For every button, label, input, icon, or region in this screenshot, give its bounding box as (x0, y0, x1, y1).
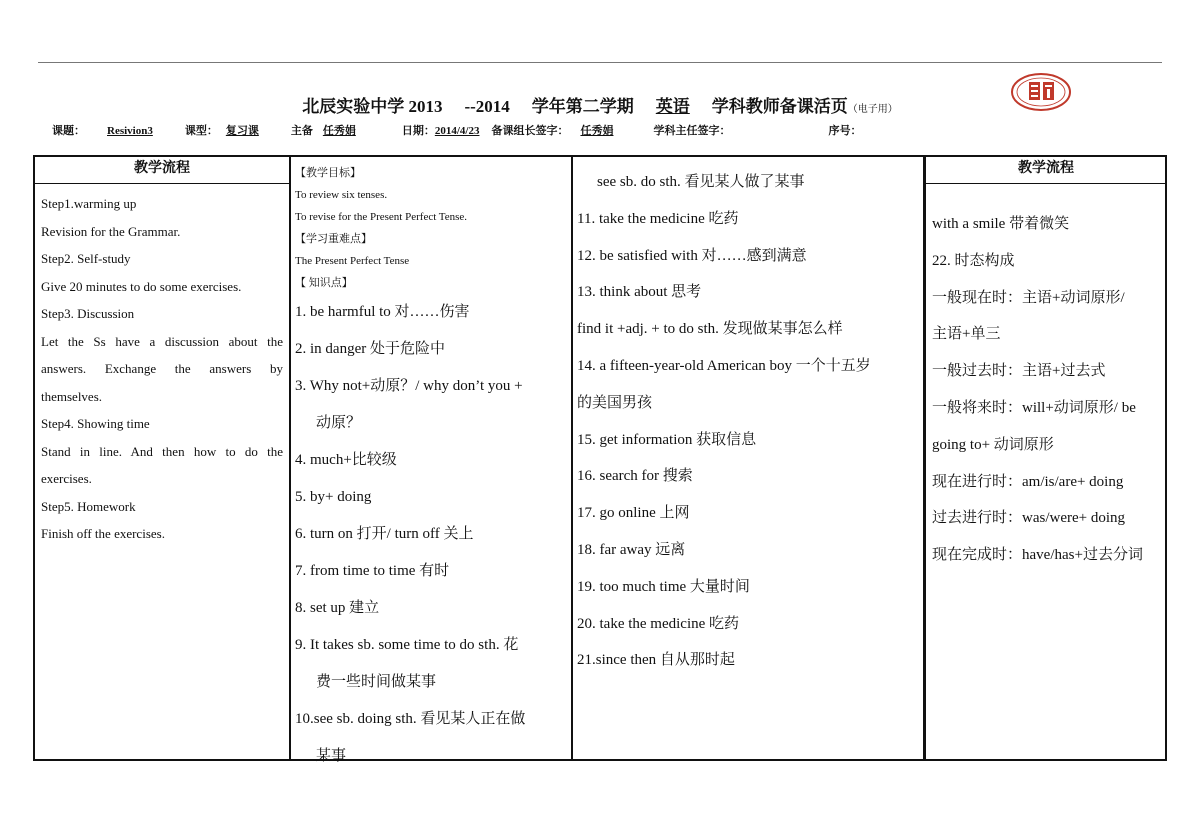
top-rule (38, 62, 1162, 63)
tenses-column (925, 157, 1166, 759)
list-item: 20. take the medicine 吃药 (577, 615, 740, 632)
list-item: 10.see sb. doing sth. 看见某人正在做 (295, 711, 526, 727)
date-value: 2014/4/23 (434, 125, 480, 137)
list-item: 17. go online 上网 (577, 505, 690, 522)
list-item: 1. be harmful to 对……伤害 (295, 304, 470, 320)
list-item: 动原？ (316, 415, 362, 431)
list-item: Step4. Showing time (41, 416, 150, 431)
key-1: The Present Perfect Tense (295, 255, 410, 267)
list-item: 15. get information 获取信息 (577, 431, 757, 448)
list-item: themselves. (41, 388, 103, 404)
preparer-value: 任秀娟 (322, 125, 356, 137)
list-item: 16. search for 搜索 (577, 468, 693, 485)
list-item: 现在进行时：am/is/are+ doing (932, 473, 1124, 490)
col2-body (289, 157, 571, 775)
list-item: 主语+单三 (932, 326, 1001, 343)
list-item: 4. much+比较级 (295, 452, 397, 468)
goal-1: To review six tenses. (295, 189, 388, 201)
key-title: 【学习重难点】 (295, 233, 372, 245)
list-item: 一般将来时：will+动词原形/ be (932, 399, 1136, 416)
list-item: Step1.warming up (41, 196, 137, 211)
list-item: 18. far away 远离 (577, 541, 686, 558)
title-school: 北辰实验中学 2013 (302, 97, 443, 116)
title-doc-type: 学科教师备课活页 (711, 97, 848, 116)
list-item: 9. It takes sb. some time to do sth. 花 (295, 637, 519, 653)
list-item: 22. 时态构成 (932, 252, 1015, 269)
title-term: 学年第二学期 (531, 97, 634, 116)
topic-label: 课题： (52, 125, 85, 137)
list-item: answers. Exchange the answers by (41, 361, 283, 376)
list-item: 2. in danger 处于危险中 (295, 341, 445, 357)
topic-value: Resivion3 (107, 125, 153, 137)
list-item: 现在完成时：have/has+过去分词 (932, 547, 1143, 564)
list-item: Step3. Discussion (41, 306, 135, 321)
list-item: exercises. (41, 471, 92, 486)
list-item: 7. from time to time 有时 (295, 563, 450, 579)
list-item: 6. turn on 打开/ turn off 关上 (295, 526, 474, 542)
school-seal-icon (1010, 72, 1072, 112)
title-subject: 英语 (655, 97, 690, 116)
lesson-meta (52, 122, 905, 138)
list-item: 19. too much time 大量时间 (577, 578, 750, 595)
list-item: 14. a fifteen-year-old American boy 一个十五岁 (577, 357, 871, 374)
list-item: 过去进行时：was/were+ doing (932, 510, 1126, 527)
goal-title: 【教学目标】 (295, 167, 361, 179)
list-item: Give 20 minutes to do some exercises. (41, 278, 242, 294)
teaching-process-column (35, 157, 291, 759)
list-item: 21.since then 自从那时起 (577, 652, 735, 669)
lesson-table (33, 155, 1167, 764)
director-label: 学科主任签字： (653, 125, 731, 137)
list-item: 5. by+ doing (295, 489, 372, 505)
phrases-column (571, 157, 925, 759)
type-value: 复习课 (225, 125, 259, 137)
list-item: 11. take the medicine 吃药 (577, 210, 739, 227)
col1-header: 教学流程 (35, 157, 289, 184)
list-item: Step2. Self-study (41, 251, 131, 266)
group-leader-value: 任秀娟 (580, 125, 614, 137)
preparer-label: 主备 (290, 125, 313, 137)
title-note: （电子用） (847, 104, 898, 115)
list-item: Let the Ss have a discussion about the (41, 333, 283, 349)
list-item: 一般现在时：主语+动词原形/ (932, 289, 1125, 306)
list-item: 13. think about 思考 (577, 284, 702, 301)
list-item: Finish off the exercises. (41, 526, 165, 541)
title-year-end: --2014 (464, 97, 510, 116)
list-item: 12. be satisfied with 对……感到满意 (577, 247, 807, 264)
list-item: 费一些时间做某事 (316, 674, 437, 690)
list-item: Stand in line. And then how to do the (41, 443, 283, 459)
type-label: 课型： (184, 125, 218, 137)
list-item: 8. set up 建立 (295, 600, 380, 616)
group-leader-label: 备课组长签字： (491, 125, 569, 137)
col3-body (571, 157, 923, 679)
list-item: find it +adj. + to do sth. 发现做某事怎么样 (577, 321, 843, 338)
goal-2: To revise for the Present Perfect Tense. (295, 211, 468, 223)
date-label: 日期： (401, 125, 435, 137)
col4-body (926, 184, 1166, 574)
list-item: 的美国男孩 (577, 394, 653, 411)
knowledge-title: 【 知识点】 (295, 277, 353, 289)
list-item: 某事 (316, 748, 347, 764)
objectives-column (289, 157, 573, 764)
col4-header: 教学流程 (926, 157, 1166, 184)
serial-label: 序号： (828, 125, 862, 137)
list-item: Revision for the Grammar. (41, 223, 181, 239)
list-item: Step5. Homework (41, 498, 136, 514)
list-item: 一般过去时：主语+过去式 (932, 363, 1106, 380)
col1-body (35, 184, 289, 548)
list-item: with a smile 带着微笑 (932, 216, 1070, 232)
list-item: going to+ 动词原形 (932, 436, 1054, 453)
list-item: see sb. do sth. 看见某人做了某事 (597, 174, 805, 190)
list-item: 3. Why not+动原？/ why don’t you + (295, 378, 523, 394)
